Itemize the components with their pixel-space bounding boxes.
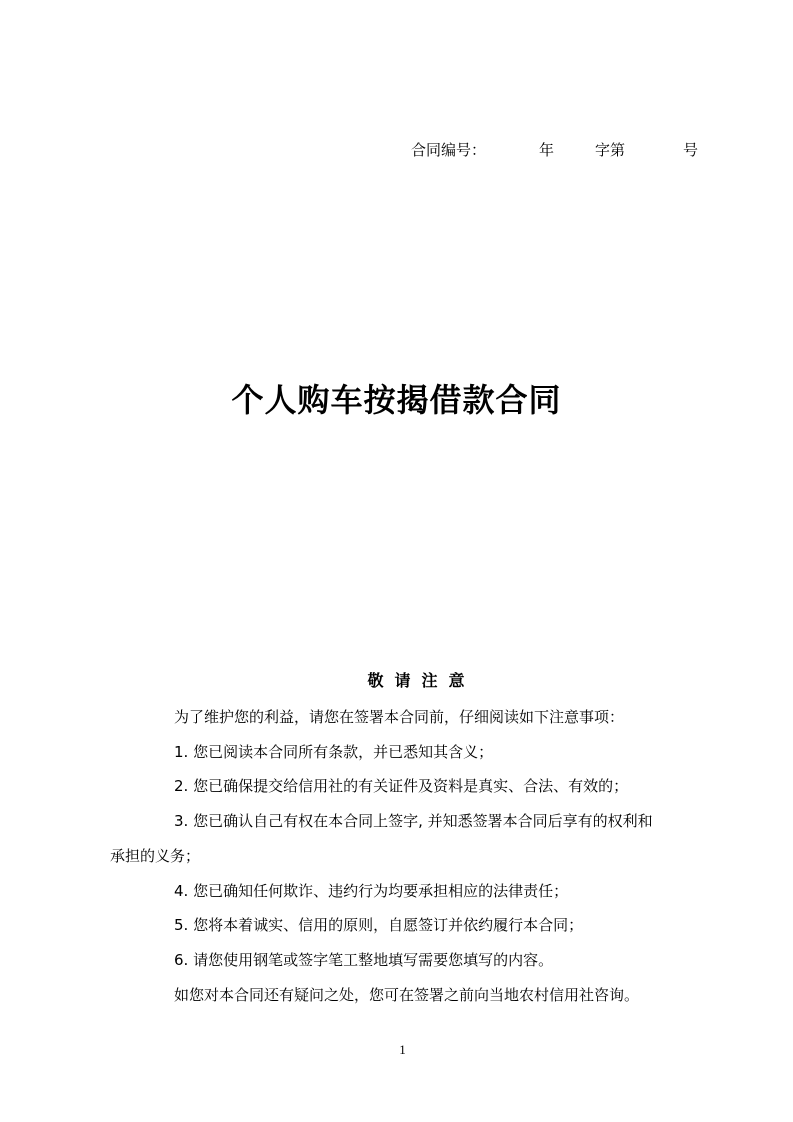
notice-item: 5. 您将本着诚实、信用的原则，自愿签订并依约履行本合同； xyxy=(174,916,584,934)
notice-item: 6. 请您使用钢笔或签字笔工整地填写需要您填写的内容。 xyxy=(174,951,554,969)
notice-intro: 为了维护您的利益，请您在签署本合同前，仔细阅读如下注意事项： xyxy=(174,708,625,726)
notice-heading: 敬请注意 xyxy=(367,671,476,690)
notice-item-continuation: 承担的义务； xyxy=(110,847,201,865)
notice-item: 2. 您已确保提交给信用社的有关证件及资料是真实、合法、有效的； xyxy=(174,777,629,795)
contract-number-label: 合同编号： xyxy=(411,141,487,159)
notice-item: 1. 您已阅读本合同所有条款，并已悉知其含义； xyxy=(174,743,494,761)
number-label: 号 xyxy=(683,141,699,159)
notice-item: 3. 您已确认自己有权在本合同上签字, 并知悉签署本合同后享有的权利和 xyxy=(174,812,653,830)
page-number: 1 xyxy=(399,1042,406,1057)
document-title: 个人购车按揭借款合同 xyxy=(231,381,562,419)
notice-item: 4. 您已确知任何欺诈、违约行为均要承担相应的法律责任； xyxy=(174,882,569,900)
year-label: 年 xyxy=(539,141,555,159)
char-label: 字第 xyxy=(595,141,626,159)
notice-closing: 如您对本合同还有疑问之处，您可在签署之前向当地农村信用社咨询。 xyxy=(174,986,640,1004)
